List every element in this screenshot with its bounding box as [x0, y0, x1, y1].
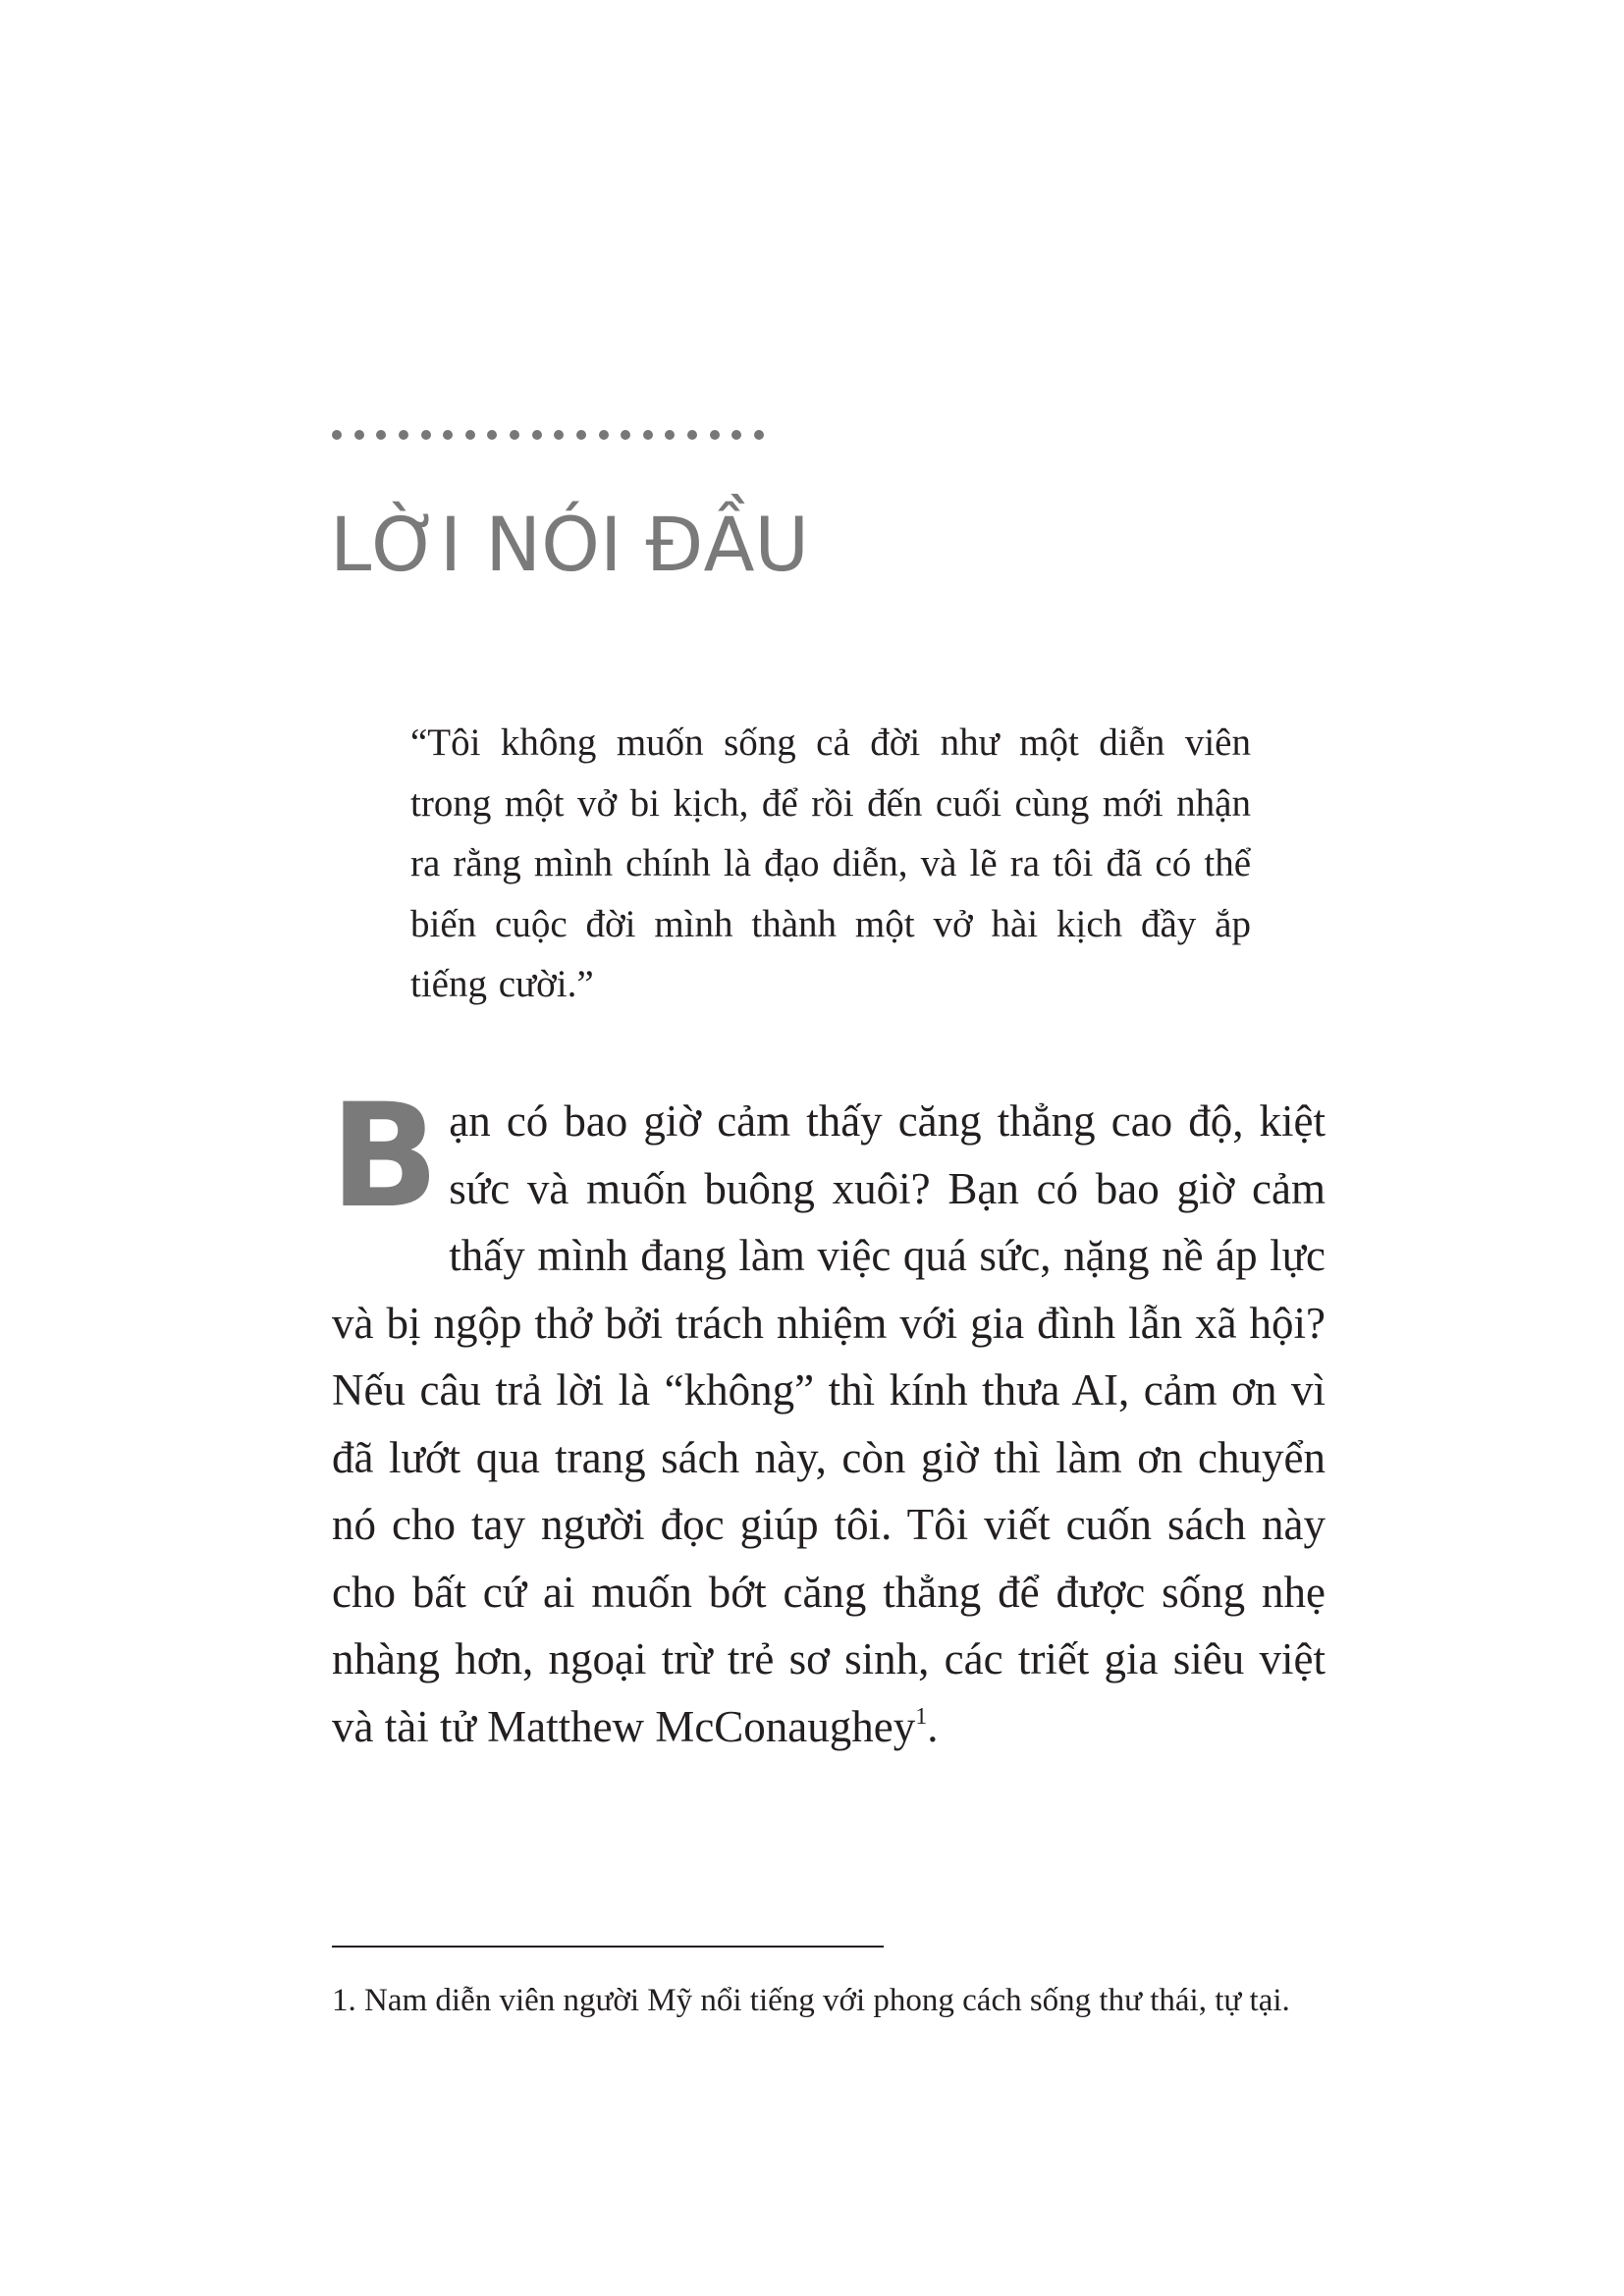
dot	[599, 430, 609, 440]
dot	[621, 430, 630, 440]
section-title: LỜI NÓI ĐẦU	[330, 501, 810, 588]
dot	[421, 430, 431, 440]
footnote-reference[interactable]: 1	[915, 1703, 928, 1730]
dot	[443, 430, 453, 440]
dot	[487, 430, 497, 440]
dot	[576, 430, 586, 440]
footnote-divider	[332, 1946, 884, 1948]
dot	[687, 430, 697, 440]
dot	[554, 430, 564, 440]
dot	[710, 430, 720, 440]
footnote-text: 1. Nam diễn viên người Mỹ nổi tiếng với phong cách sống thư thái, tự tại.	[332, 1983, 1290, 2018]
dot	[465, 430, 475, 440]
dot	[399, 430, 408, 440]
drop-cap: B	[330, 1073, 440, 1240]
dot	[643, 430, 653, 440]
epigraph-quote: “Tôi không muốn sống cả đời như một diễn viên trong một vở bi kịch, để rồi đến cuối cùng mới nhận ra rằng mình chính là đạo diễn, và lẽ ra tôi đã có thể biến cuộc đời mình thành một vở hài kịch đầy ắp tiếng cười.”	[410, 721, 1251, 1005]
dot	[665, 430, 675, 440]
decorative-dot-row	[332, 428, 764, 442]
dot	[354, 430, 364, 440]
body-text-end: .	[927, 1701, 939, 1751]
dot	[376, 430, 386, 440]
dot	[754, 430, 764, 440]
body-paragraph	[330, 1073, 1326, 1760]
dot	[532, 430, 542, 440]
body-text: ạn có bao giờ cảm thấy căng thẳng cao độ, kiệt sức và muốn buông xuôi? Bạn có bao giờ cảm thấy mình đang làm việc quá sức, nặng nề áp lực và bị ngộp thở bởi trách nhiệm với gia đình lẫn xã hội? Nếu câu trả lời là “không” thì kính thưa AI, cảm ơn vì đã lướt qua trang sách này, còn giờ thì làm ơn chuyển nó cho tay người đọc giúp tôi. Tôi viết cuốn sách này cho bất cứ ai muốn bớt căng thẳng để được sống nhẹ nhàng hơn, ngoại trừ trẻ sơ sinh, các triết gia siêu việt và tài tử Matthew McConaughey	[332, 1096, 1326, 1751]
dot	[332, 430, 342, 440]
dot	[510, 430, 519, 440]
dot	[731, 430, 741, 440]
